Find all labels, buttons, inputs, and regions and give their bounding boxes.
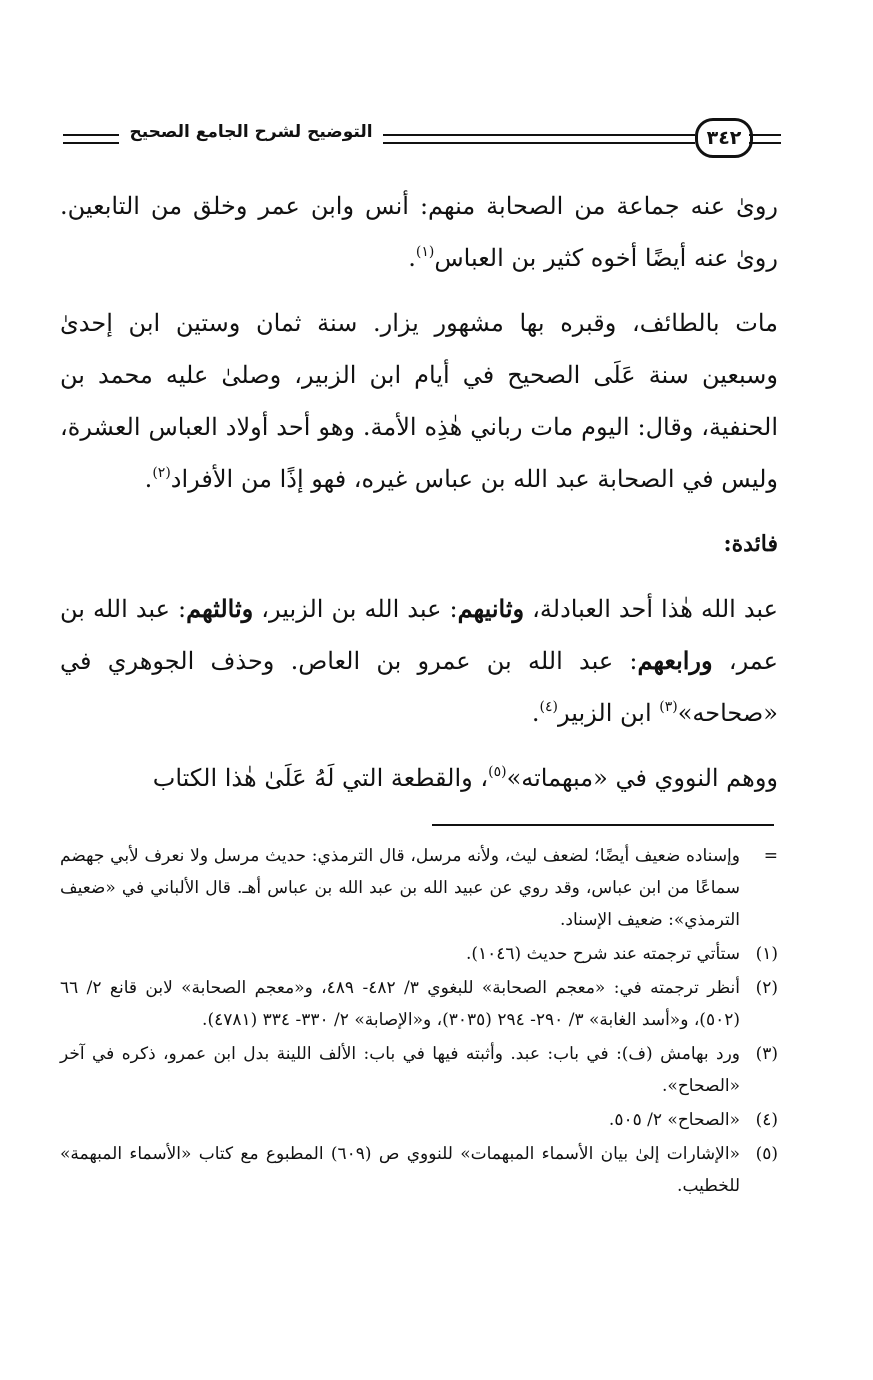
footnote-text: «الصحاح» ٢/ ٥٠٥. bbox=[608, 1110, 740, 1130]
footnote-mark: (١) bbox=[755, 944, 778, 964]
paragraph-4-seg-2: ، والقطعة التي لَهُ عَلَیٰ هٰذا الكتاب bbox=[152, 764, 489, 792]
running-title: التوضيح لشرح الجامع الصحيح bbox=[129, 122, 373, 142]
paragraph-3-seg-5: ابن الزبير bbox=[558, 699, 660, 727]
paragraph-4-seg-1: ووهم النووي في «مبهماته» bbox=[506, 764, 778, 792]
paragraph-3-seg-3: : عبد الله بن عمر، bbox=[60, 595, 779, 675]
footnotes bbox=[60, 840, 778, 1204]
paragraph-1-text: رویٰ عنه جماعة من الصحابة منهم: أنس وابن عمر وخلق من التابعين. رویٰ عنه أيضًا أخوه كثير بن العباس bbox=[60, 192, 778, 272]
paragraph-4 bbox=[60, 752, 778, 804]
footnote-ref-4: (٤) bbox=[539, 699, 558, 715]
main-text bbox=[60, 180, 778, 817]
footnote-mark: (٤) bbox=[755, 1110, 778, 1130]
paragraph-3-end: . bbox=[531, 699, 540, 727]
header-rule-right bbox=[749, 134, 781, 144]
paragraph-3-bold-2: وثالثهم bbox=[186, 594, 254, 623]
page-number: ٣٤٢ bbox=[695, 118, 753, 158]
paragraph-1 bbox=[60, 180, 778, 284]
paragraph-3-bold-3: ورابعهم bbox=[637, 646, 713, 675]
paragraph-1-end: . bbox=[408, 244, 416, 272]
paragraph-3-seg-4: : عبد الله بن عمرو بن العاص. وحذف الجوهري في «صحاحه» bbox=[60, 647, 778, 727]
footnote-mark: (٢) bbox=[755, 978, 778, 998]
footnote-5 bbox=[60, 1138, 778, 1202]
footnote-mark: = bbox=[763, 846, 778, 866]
footnote-ref-5: (٥) bbox=[488, 764, 507, 780]
footnote-3 bbox=[60, 1038, 778, 1102]
footnote-mark: (٣) bbox=[755, 1044, 778, 1064]
footnote-text: أنظر ترجمته في: «معجم الصحابة» للبغوي ٣/ ٤٨٢- ٤٨٩، و«معجم الصحابة» لابن قانع ٢/ ٦٦ (٥٠٢)، و«أسد الغابة» ٣/ ٢٩٠- ٢٩٤ (٣٠٣٥)، و«الإصابة» ٢/ ٣٣٠- ٣٣٤ (٤٧٨١). bbox=[60, 978, 740, 1030]
section-heading: فائدة: bbox=[723, 531, 778, 557]
footnote-text: ورد بهامش (ف): في باب: عبد. وأثبته فيها في باب: الألف اللينة بدل ابن عمرو، ذكره في آخر «الصحاح». bbox=[60, 1044, 740, 1096]
footnote-2 bbox=[60, 972, 778, 1036]
page-header bbox=[55, 116, 783, 160]
paragraph-2 bbox=[60, 297, 778, 505]
footnote-4 bbox=[60, 1104, 778, 1136]
header-rule-middle bbox=[383, 134, 695, 144]
paragraph-3-bold-1: وثانيهم bbox=[457, 594, 525, 623]
footnote-text: «الإشارات إلىٰ بيان الأسماء المبهمات» للنووي ص (٦٠٩) المطبوع مع كتاب «الأسماء المبهمة» للخطيب. bbox=[60, 1144, 740, 1196]
footnote-mark: (٥) bbox=[755, 1144, 778, 1164]
header-rule-left bbox=[63, 134, 119, 144]
footnote-1 bbox=[60, 938, 778, 970]
footnote-continuation bbox=[60, 840, 778, 936]
footnote-ref-1: (١) bbox=[415, 244, 435, 260]
paragraph-2-text: مات بالطائف، وقبره بها مشهور يزار. سنة ثمان وستين ابن إحدیٰ وسبعين سنة عَلَى الصحيح في أيام ابن الزبير، وصلیٰ عليه محمد بن الحنفية، وقال: اليوم مات رباني هٰذِه الأمة. وهو أحد أولاد العباس العشرة، وليس في الصحابة عبد الله بن عباس غيره، فهو إذًا من الأفراد bbox=[60, 309, 779, 493]
footnote-text: وإسناده ضعيف أيضًا؛ لضعف ليث، ولأنه مرسل، قال الترمذي: حديث مرسل ولا نعرف لأبي جهضم سماعًا من ابن عباس، وقد روي عن عبيد الله بن عبد الله بن عباس أهـ. قال الألباني في «ضعيف الترمذي»: ضعيف الإسناد. bbox=[60, 846, 740, 930]
footnote-ref-3: (٣) bbox=[659, 699, 678, 715]
footnote-text: ستأتي ترجمته عند شرح حديث (١٠٤٦). bbox=[465, 944, 740, 964]
paragraph-3-seg-1: عبد الله هٰذا أحد العبادلة، bbox=[524, 595, 778, 623]
paragraph-3-seg-2: : عبد الله بن الزبير، bbox=[253, 595, 458, 623]
footnote-ref-2: (٢) bbox=[152, 465, 171, 481]
footnote-separator bbox=[432, 824, 774, 826]
paragraph-2-end: . bbox=[144, 465, 153, 493]
paragraph-3 bbox=[60, 583, 778, 739]
